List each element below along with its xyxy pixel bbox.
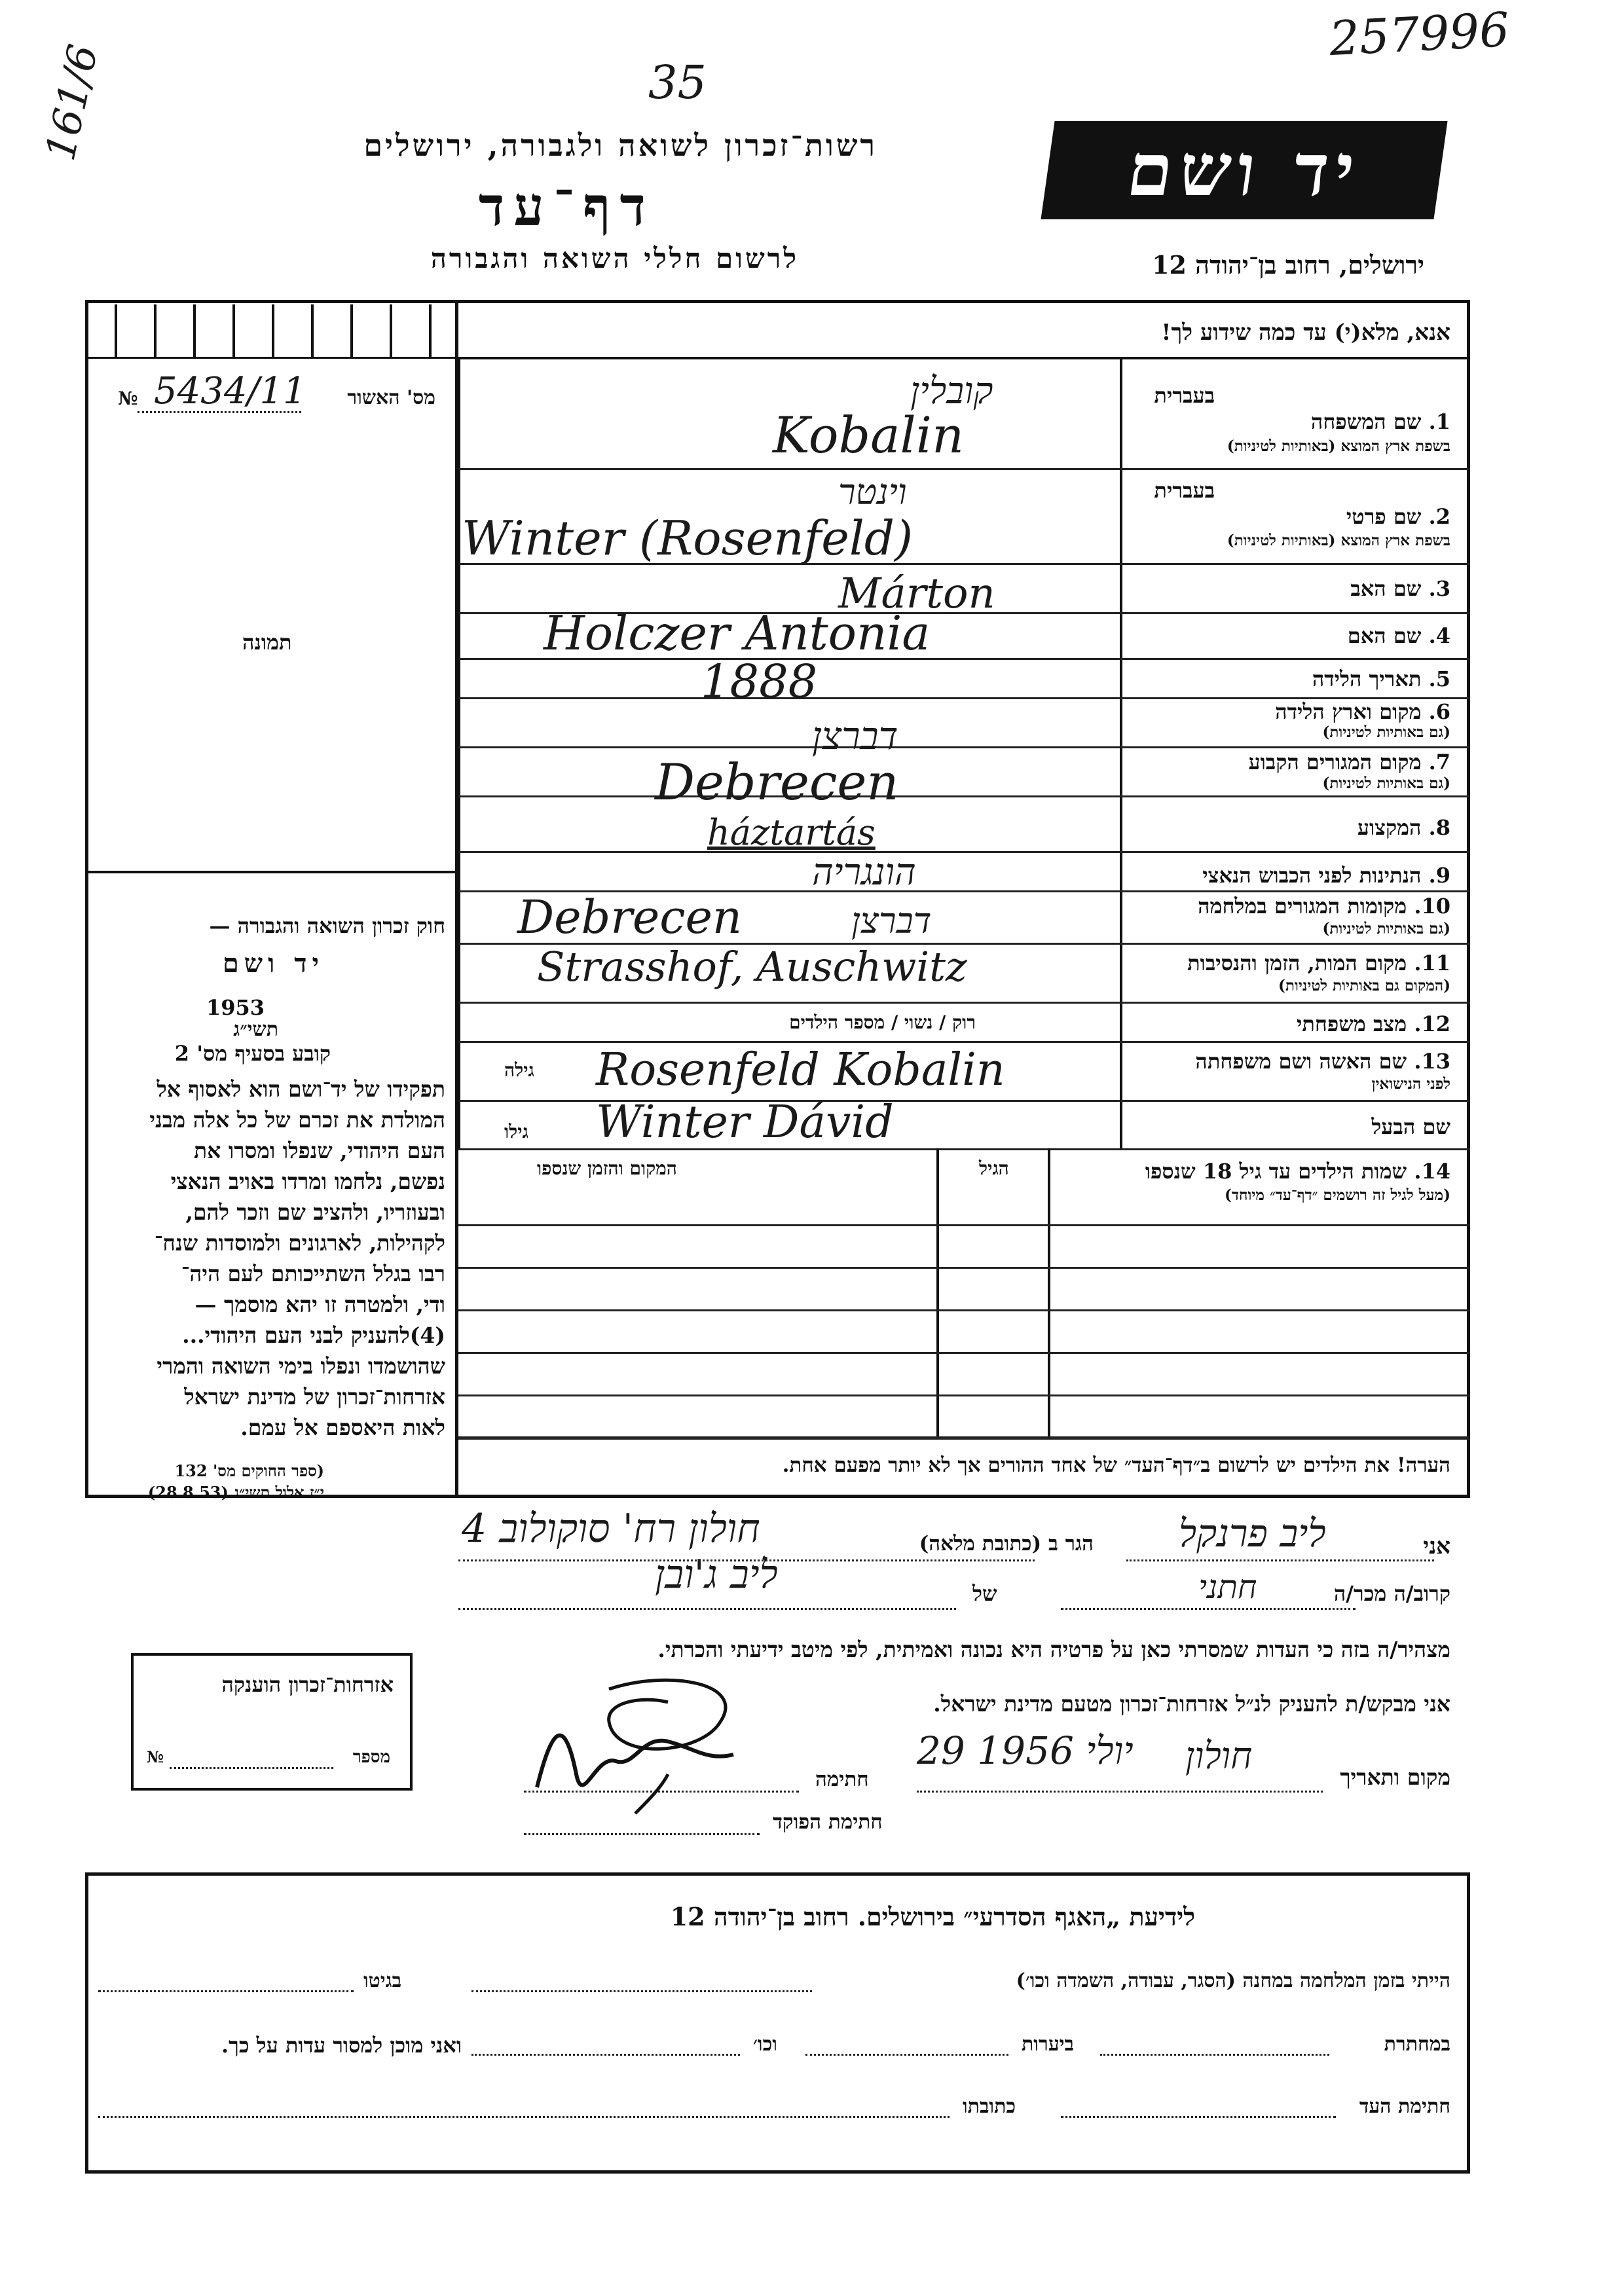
place-date-line [917, 1791, 1323, 1793]
relation-label: קרוב/ה מכר/ה [1333, 1581, 1450, 1606]
declarant-ani: אני [1423, 1533, 1450, 1559]
footer-line2-dots-3 [471, 2054, 740, 2056]
declaration-text: מצהיר/ה בזה כי העדות שמסרתי כאן על פרטיה היא נכונה ואמיתית, לפי מיטב ידיעתי והכרתי. [657, 1637, 1450, 1662]
field-2-label: 2. שם פרטי [1346, 504, 1450, 529]
field-10-sub: (גם באותיות לטיניות) [1322, 920, 1450, 938]
field-11-sub: (המקום גם באותיות לטיניות) [1278, 977, 1450, 994]
citizenship-number-label: מספר [352, 1747, 390, 1767]
form-title: דף־עד [478, 175, 655, 238]
footer-line3-b: כתובתו [963, 2095, 1016, 2118]
children-row [458, 1352, 1470, 1354]
footer-line1-dots [471, 1990, 812, 1992]
children-col-place: המקום והזמן שנספו [537, 1157, 677, 1179]
citizenship-number-symbol: № [147, 1747, 164, 1766]
instructions: אנא, מלא(י) עד כמה שידוע לך! [1161, 319, 1450, 346]
row-sep [458, 1002, 1470, 1004]
law-line: נפשם, נלחמו ומרדו באויב הנאצי [170, 1169, 445, 1194]
field-12-options: רוק / נשוי / מספר הילדים [789, 1011, 976, 1033]
law-name: יד ושם [222, 948, 324, 979]
law-clause: קובע בסעיף מס' 2 [174, 1041, 331, 1066]
law-line: תפקידו של יד־ושם הוא לאסוף אל [157, 1076, 445, 1102]
archive-number: 257996 [1327, 1, 1511, 67]
footer-line2-a: במחתרת [1384, 2033, 1450, 2056]
children-col-age: הגיל [979, 1157, 1009, 1179]
yad-vashem-address: ירושלים, רחוב בן־יהודה 12 [1152, 250, 1424, 280]
relation-value: חתני [1198, 1568, 1257, 1606]
cert-boxes [88, 304, 455, 359]
children-row [458, 1267, 1470, 1269]
field-13-value: Rosenfeld Kobalin [596, 1044, 1005, 1096]
field-13-sub: לפני הנישואין [1371, 1075, 1450, 1093]
field-11-label: 11. מקום המות, הזמן והנסיבות [1187, 951, 1450, 975]
photo-label: תמונה [242, 630, 292, 655]
label-column-divider [1120, 359, 1122, 1148]
field-husband-age-label: גילו [504, 1121, 528, 1142]
field-8-value: háztartás [707, 812, 876, 853]
children-row [458, 1394, 1470, 1396]
footer-line2-dots-1 [1100, 2054, 1329, 2056]
children-row [458, 1436, 1470, 1440]
field-1-value-heb: קובלין [910, 370, 993, 412]
law-line: העם היהודי, שנפלו ומסרו את [194, 1138, 445, 1163]
citizenship-box [131, 1653, 413, 1791]
declarant-name: ליב פרנקל [1179, 1511, 1326, 1556]
signature-label: חתימה [815, 1768, 869, 1791]
instructions-underline [458, 357, 1470, 359]
children-note: הערה! את הילדים יש לרשום ב״דף־העד״ של אחד ההורים אך לא יותר מפעם אחת. [782, 1453, 1450, 1477]
field-10-value-heb: דברצן [851, 900, 932, 941]
field-5-label: 5. תאריך הלידה [1312, 666, 1450, 691]
row-sep [458, 851, 1470, 853]
value-column-left [458, 359, 460, 1148]
field-5-value: 1888 [701, 655, 818, 708]
footer-line2-b: ביערות [1022, 2033, 1075, 2056]
field-4-value: Holczer Antonia [544, 606, 931, 661]
law-line: לקהילות, לארגונים ולמוסדות שנח־ [154, 1230, 445, 1256]
form-subtitle: לרשום חללי השואה והגבורה [430, 242, 799, 274]
field-10-label: 10. מקומות המגורים במלחמה [1198, 894, 1450, 919]
field-1-label: 1. שם המשפחה [1310, 409, 1450, 434]
law-year-heb: תשי״ג [233, 1018, 278, 1041]
place-date-label: מקום ותאריך [1340, 1764, 1450, 1790]
children-col-divider-1 [936, 1148, 939, 1436]
field-husband-label: שם הבעל [1371, 1114, 1450, 1139]
field-12-label: 12. מצב משפחתי [1297, 1011, 1450, 1036]
law-line: רבו בגלל השתייכותם לעם היה־ [181, 1261, 445, 1286]
signature-mark [511, 1663, 851, 1833]
field-11-value: Strasshof, Auschwitz [537, 943, 967, 991]
law-line: (4)להעניק לבני העם היהודי... [182, 1322, 445, 1348]
field-13-label: 13. שם האשה ושם משפחתה [1195, 1049, 1450, 1074]
cert-label: מס' האשור [347, 386, 435, 409]
footer-line3-dots-1 [1061, 2116, 1336, 2118]
declarant-name-line [1126, 1559, 1434, 1561]
law-year: 1953 [206, 995, 265, 1020]
officer-label: חתימת הפוקד [773, 1810, 883, 1834]
field-7-label: 7. מקום המגורים הקבוע [1248, 750, 1450, 774]
footer-line1-dots-2 [98, 1990, 354, 1992]
law-line: שהושמדו ונפלו בימי השואה והמרי [157, 1353, 445, 1379]
row-sep [458, 795, 1470, 797]
request-text: אני מבקש/ת להעניק לנ״ל אזרחות־זכרון מטעם מדינת ישראל. [933, 1691, 1450, 1717]
declarant-address: חולון רח' סוקולוב 4 [462, 1506, 760, 1552]
field-13-age-label: גילה [504, 1059, 534, 1081]
children-row [458, 1309, 1470, 1311]
field-1-heb-tag: בעברית [1154, 383, 1215, 408]
law-title: חוק זכרון השואה והגבורה — [209, 913, 445, 938]
law-line: ובעוזריו, ולהציב שם וזכר להם, [185, 1199, 445, 1225]
place-value: חולון [1185, 1735, 1253, 1777]
officer-line [524, 1833, 760, 1835]
field-husband-value: Winter Dávid [596, 1097, 894, 1148]
page-number: 35 [648, 56, 707, 109]
date-value: 29 יולי 1956 [917, 1728, 1134, 1773]
footer-line2-c: וכו׳ [753, 2033, 777, 2056]
field-1-value: Kobalin [773, 406, 965, 464]
law-line: אזרחות־זכרון של מדינת ישראל [184, 1384, 445, 1410]
cert-value: 5434/11 [154, 370, 306, 412]
field-9-value-heb: הונגריה [812, 851, 916, 894]
law-ref-2: י״ז אלול תשי״ג (28.8.53) [147, 1483, 324, 1502]
field-3-value: Márton [838, 570, 995, 618]
cert-no-symbol: № [118, 388, 138, 409]
field-7-sub: (גם באותיות לטיניות) [1322, 774, 1450, 792]
children-sub: (מעל לגיל זה רושמים ״דף־עד״ מיוחד) [1224, 1186, 1450, 1204]
field-2-sub: בשפת ארץ המוצא (באותיות לטיניות) [1227, 532, 1450, 549]
footer-line3-a: חתימת העד [1359, 2095, 1450, 2118]
field-4-label: 4. שם האם [1347, 623, 1450, 648]
field-8-label: 8. המקצוע [1357, 815, 1450, 840]
row-sep [458, 468, 1470, 470]
authority-line: רשות־זכרון לשואה ולגבורה, ירושלים [363, 128, 877, 163]
field-6-label: 6. מקום וארץ הלידה [1275, 699, 1450, 724]
field-1-sub: בשפת ארץ המוצא (באותיות לטיניות) [1227, 437, 1450, 455]
field-2-value: Winter (Rosenfeld) [462, 511, 913, 566]
logo-text: יד ושם [1122, 128, 1367, 212]
children-label: 14. שמות הילדים עד גיל 18 שנספו [1145, 1159, 1450, 1184]
photo-box-bottom [88, 871, 455, 873]
relation-line [1061, 1608, 1356, 1610]
law-line: המולדת את זכרם של כל אלה מבני [149, 1107, 445, 1133]
field-6-value-heb: דברצן [812, 714, 898, 758]
of-line [458, 1608, 956, 1610]
footer-notice: לידיעת „האגף הסדרעי״ בירושלים. רחוב בן־יהודה 12 [670, 1902, 1195, 1931]
law-line: לאות היאספם אל עמם. [240, 1415, 445, 1440]
children-col-divider-2 [1048, 1148, 1050, 1436]
footer-line2-dots-2 [805, 2054, 1008, 2056]
field-2-value-heb: וינטר [838, 471, 907, 513]
field-6-sub: (גם באותיות לטיניות) [1322, 723, 1450, 741]
field-10-value: Debrecen [517, 890, 742, 944]
footer-line3-dots-2 [98, 2116, 950, 2118]
law-ref-1: (ספר החוקים מס' 132 [174, 1461, 324, 1480]
cert-line [138, 411, 301, 413]
footer-line1-a: הייתי בזמן המלחמה במחנה (הסגר, עבודה, השמדה וכו׳) [1016, 1969, 1450, 1992]
of-label: של [972, 1581, 997, 1606]
footer-line1-b: בגיטו [363, 1969, 402, 1992]
citizenship-number-line [170, 1767, 333, 1769]
citizenship-title: אזרחות־זכרון הוענקה [221, 1672, 394, 1697]
row-sep [458, 746, 1470, 748]
field-7-value: Debrecen [655, 753, 899, 811]
row-sep [458, 1148, 1470, 1150]
yad-vashem-logo [1041, 121, 1447, 219]
law-text [149, 1074, 445, 1443]
children-row [458, 1224, 1470, 1226]
field-9-label: 9. הנתינות לפני הכבוש הנאצי [1202, 863, 1450, 888]
field-3-label: 3. שם האב [1350, 576, 1450, 601]
of-value: ליב ג'ובן [655, 1552, 778, 1597]
field-2-heb-tag: בעברית [1154, 478, 1215, 503]
row-sep [458, 1041, 1470, 1043]
margin-note: 161/6 [36, 40, 107, 165]
law-line: ודי, ולמטרה זו יהא מוסמך — [194, 1292, 445, 1317]
footer-line2-d: ואני מוכן למסור עדות על כך. [221, 2033, 462, 2058]
declarant-lives-at: הגר ב (כתובת מלאה) [919, 1532, 1094, 1556]
